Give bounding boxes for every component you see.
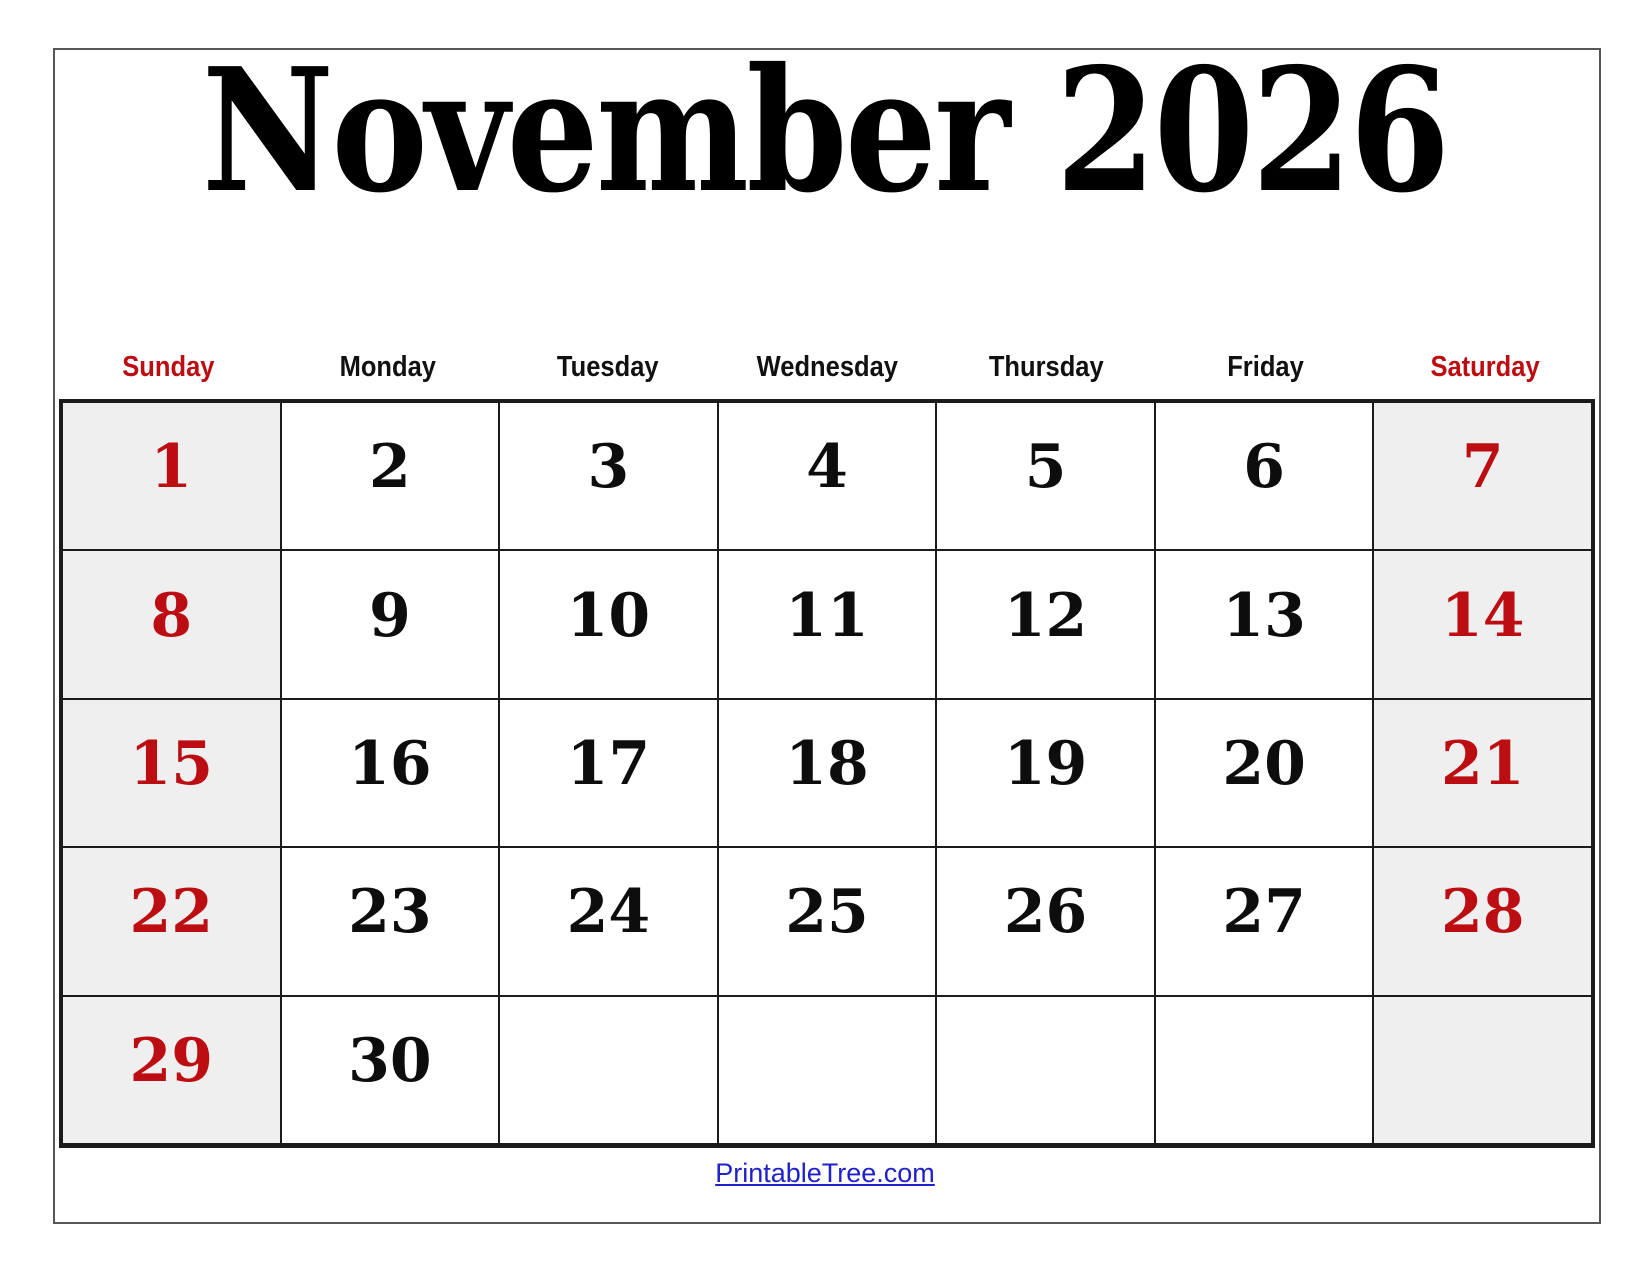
day-cell-empty bbox=[1373, 996, 1592, 1144]
dow-label-text: Tuesday bbox=[556, 351, 659, 384]
dow-label-tuesday bbox=[498, 352, 717, 384]
day-cell-26 bbox=[936, 847, 1155, 995]
day-number: 21 bbox=[1440, 728, 1525, 799]
day-number: 14 bbox=[1440, 580, 1525, 651]
day-number: 8 bbox=[150, 580, 193, 651]
dow-label-saturday bbox=[1376, 352, 1595, 384]
day-cell-5 bbox=[936, 402, 1155, 550]
dow-label-sunday bbox=[59, 352, 278, 384]
day-cell-24 bbox=[499, 847, 718, 995]
day-number: 24 bbox=[566, 877, 651, 948]
day-cell-17 bbox=[499, 699, 718, 847]
dow-label-thursday bbox=[937, 352, 1156, 384]
day-cell-29 bbox=[62, 996, 281, 1144]
dow-label-text: Sunday bbox=[122, 351, 215, 384]
day-cell-7 bbox=[1373, 402, 1592, 550]
day-number: 23 bbox=[348, 877, 432, 948]
footer bbox=[0, 1158, 1650, 1189]
day-cell-25 bbox=[718, 847, 937, 995]
day-cell-empty bbox=[499, 996, 718, 1144]
day-number: 3 bbox=[587, 432, 630, 503]
day-cell-14 bbox=[1373, 550, 1592, 698]
day-number: 15 bbox=[129, 728, 214, 799]
day-number: 30 bbox=[348, 1025, 432, 1096]
day-number: 4 bbox=[806, 432, 848, 503]
dow-label-text: Saturday bbox=[1430, 351, 1540, 384]
day-number: 10 bbox=[566, 580, 651, 651]
day-cell-20 bbox=[1155, 699, 1374, 847]
day-number: 13 bbox=[1222, 580, 1306, 651]
day-cell-22 bbox=[62, 847, 281, 995]
day-cell-16 bbox=[281, 699, 500, 847]
day-number: 29 bbox=[129, 1025, 214, 1096]
weekday-header-row bbox=[59, 340, 1595, 384]
day-cell-empty bbox=[718, 996, 937, 1144]
day-cell-15 bbox=[62, 699, 281, 847]
day-number: 12 bbox=[1003, 580, 1088, 651]
day-cell-8 bbox=[62, 550, 281, 698]
day-number: 25 bbox=[785, 877, 869, 948]
day-cell-13 bbox=[1155, 550, 1374, 698]
day-number: 1 bbox=[150, 432, 193, 503]
day-cell-2 bbox=[281, 402, 500, 550]
calendar-grid bbox=[59, 399, 1595, 1148]
day-number: 2 bbox=[368, 432, 411, 503]
day-number: 7 bbox=[1461, 432, 1504, 503]
day-cell-18 bbox=[718, 699, 937, 847]
day-cell-empty bbox=[936, 996, 1155, 1144]
day-cell-3 bbox=[499, 402, 718, 550]
day-cell-30 bbox=[281, 996, 500, 1144]
day-number: 22 bbox=[129, 877, 214, 948]
day-number: 16 bbox=[348, 728, 432, 799]
dow-label-text: Thursday bbox=[988, 351, 1104, 384]
day-cell-21 bbox=[1373, 699, 1592, 847]
day-cell-28 bbox=[1373, 847, 1592, 995]
dow-label-text: Friday bbox=[1227, 351, 1305, 384]
dow-label-wednesday bbox=[717, 352, 936, 384]
calendar-title-text: November 2026 bbox=[202, 31, 1448, 231]
day-number: 9 bbox=[368, 580, 411, 651]
day-number: 11 bbox=[785, 580, 869, 651]
day-number: 27 bbox=[1222, 877, 1306, 948]
day-number: 28 bbox=[1440, 877, 1525, 948]
day-cell-6 bbox=[1155, 402, 1374, 550]
day-number: 26 bbox=[1003, 877, 1088, 948]
day-cell-1 bbox=[62, 402, 281, 550]
day-cell-27 bbox=[1155, 847, 1374, 995]
day-number: 18 bbox=[785, 728, 869, 799]
day-number: 20 bbox=[1222, 728, 1306, 799]
day-number: 5 bbox=[1024, 432, 1067, 503]
dow-label-text: Wednesday bbox=[756, 351, 898, 384]
day-cell-4 bbox=[718, 402, 937, 550]
day-cell-empty bbox=[1155, 996, 1374, 1144]
day-cell-11 bbox=[718, 550, 937, 698]
day-cell-10 bbox=[499, 550, 718, 698]
dow-label-text: Monday bbox=[339, 351, 437, 384]
page-title bbox=[0, 31, 1650, 231]
day-number: 17 bbox=[566, 728, 651, 799]
day-cell-19 bbox=[936, 699, 1155, 847]
day-cell-9 bbox=[281, 550, 500, 698]
dow-label-friday bbox=[1156, 352, 1375, 384]
day-cell-23 bbox=[281, 847, 500, 995]
day-number: 6 bbox=[1243, 432, 1285, 503]
day-cell-12 bbox=[936, 550, 1155, 698]
dow-label-monday bbox=[278, 352, 497, 384]
day-number: 19 bbox=[1003, 728, 1088, 799]
printabletree-link[interactable]: PrintableTree.com bbox=[715, 1158, 935, 1188]
